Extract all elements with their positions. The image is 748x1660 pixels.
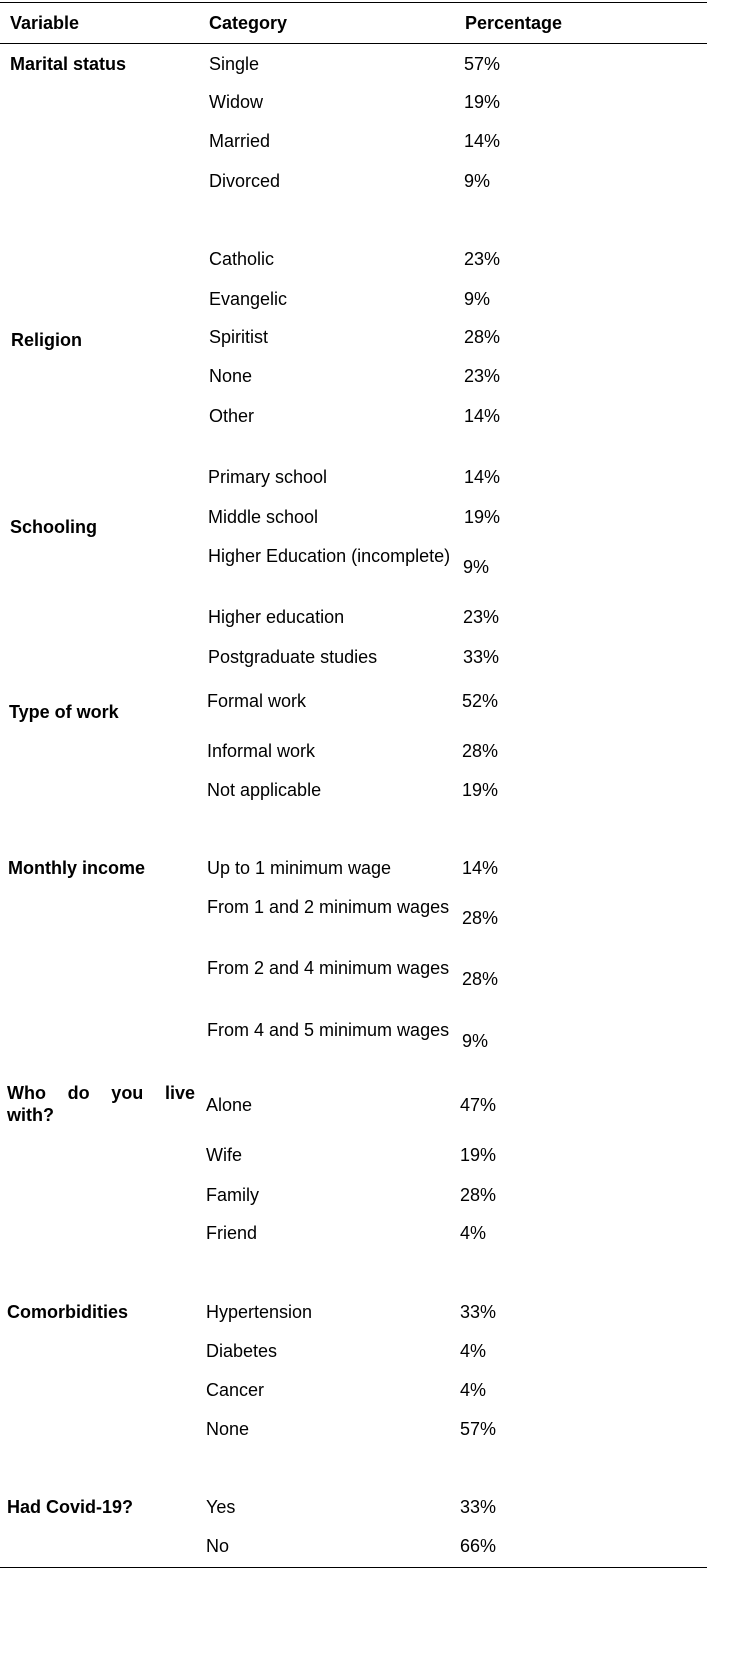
percentage-cell: 4% [460, 1223, 487, 1243]
category-cell: Catholic [209, 249, 275, 269]
percentage-cell: 9% [464, 289, 491, 309]
percentage-cell: 28% [462, 741, 499, 761]
percentage-cell: 14% [464, 467, 501, 487]
table-top-rule [0, 2, 707, 3]
category-cell: Postgraduate studies [208, 647, 378, 667]
percentage-cell: 23% [464, 366, 501, 386]
percentage-cell: 14% [464, 131, 501, 151]
percentage-cell: 9% [463, 557, 490, 577]
percentage-cell: 23% [463, 607, 500, 627]
percentage-cell: 14% [464, 406, 501, 426]
category-cell: No [206, 1536, 230, 1556]
percentage-cell: 9% [464, 171, 491, 191]
variable-schooling: Schooling [10, 517, 97, 537]
category-cell: Not applicable [207, 780, 322, 800]
variable-religion: Religion [11, 330, 82, 350]
percentage-cell: 19% [464, 507, 501, 527]
percentage-cell: 52% [462, 691, 499, 711]
percentage-cell: 57% [464, 54, 501, 74]
table-bottom-rule [0, 1567, 707, 1568]
variable-comorbidities: Comorbidities [7, 1302, 129, 1322]
category-cell: From 2 and 4 minimum wages [207, 958, 450, 978]
category-cell: Spiritist [209, 327, 269, 347]
percentage-cell: 33% [460, 1497, 497, 1517]
category-cell: Formal work [207, 691, 307, 711]
header-percentage: Percentage [465, 13, 563, 33]
category-cell: From 4 and 5 minimum wages [207, 1020, 450, 1040]
category-cell: Widow [209, 92, 264, 112]
percentage-cell: 4% [460, 1341, 487, 1361]
category-cell: Family [206, 1185, 259, 1205]
percentage-cell: 14% [462, 858, 499, 878]
percentage-cell: 33% [463, 647, 500, 667]
percentage-cell: 57% [460, 1419, 497, 1439]
percentage-cell: 28% [464, 327, 501, 347]
category-cell: Diabetes [206, 1341, 278, 1361]
header-rule [0, 43, 707, 44]
category-cell: Alone [206, 1095, 253, 1115]
percentage-cell: 28% [462, 969, 499, 989]
percentage-cell: 19% [464, 92, 501, 112]
category-cell: Yes [206, 1497, 236, 1517]
category-cell: From 1 and 2 minimum wages [207, 897, 450, 917]
percentage-cell: 23% [464, 249, 501, 269]
variable-type-of-work: Type of work [9, 702, 119, 722]
percentage-cell: 47% [460, 1095, 497, 1115]
header-variable: Variable [10, 13, 80, 33]
category-cell: Divorced [209, 171, 281, 191]
category-cell: Hypertension [206, 1302, 313, 1322]
category-cell: Higher Education (incomplete) [208, 546, 451, 566]
category-cell: Married [209, 131, 271, 151]
category-cell: Middle school [208, 507, 319, 527]
category-cell: Up to 1 minimum wage [207, 858, 392, 878]
percentage-cell: 4% [460, 1380, 487, 1400]
percentage-cell: 33% [460, 1302, 497, 1322]
category-cell: None [206, 1419, 250, 1439]
category-cell: Informal work [207, 741, 316, 761]
category-cell: Friend [206, 1223, 258, 1243]
variable-monthly-income: Monthly income [8, 858, 146, 878]
variable-marital-status: Marital status [10, 54, 127, 74]
percentage-cell: 19% [460, 1145, 497, 1165]
category-cell: Higher education [208, 607, 345, 627]
category-cell: Other [209, 406, 255, 426]
category-cell: Single [209, 54, 260, 74]
header-category: Category [209, 13, 288, 33]
percentage-cell: 9% [462, 1031, 489, 1051]
variable-had-covid-19: Had Covid-19? [7, 1497, 134, 1517]
percentage-cell: 19% [462, 780, 499, 800]
percentage-cell: 66% [460, 1536, 497, 1556]
category-cell: Primary school [208, 467, 328, 487]
category-cell: Wife [206, 1145, 242, 1165]
category-cell: Cancer [206, 1380, 265, 1400]
percentage-cell: 28% [460, 1185, 497, 1205]
variable-who-do-you-live-with: Who do you live with? [7, 1083, 195, 1125]
percentage-cell: 28% [462, 908, 499, 928]
category-cell: None [209, 366, 253, 386]
category-cell: Evangelic [209, 289, 288, 309]
